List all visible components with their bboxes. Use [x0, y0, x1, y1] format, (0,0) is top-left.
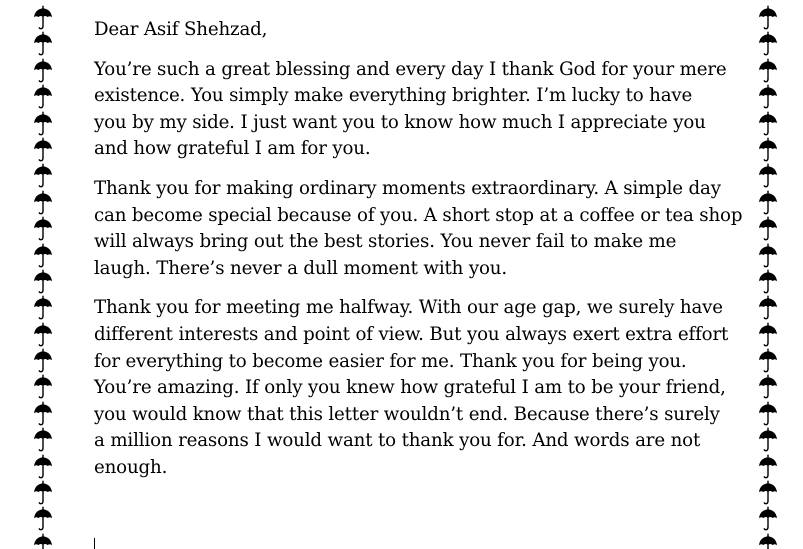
umbrella-icon: [31, 347, 55, 373]
letter-paragraph-2: [94, 176, 743, 282]
umbrella-icon: [31, 110, 55, 136]
umbrella-icon: [31, 479, 55, 505]
text-line: a million reasons I would want to thank you for. And words are not: [94, 430, 701, 452]
umbrella-icon: [756, 136, 780, 162]
umbrella-icon: [31, 83, 55, 109]
umbrella-icon: [756, 4, 780, 30]
letter-paragraph-1: [94, 57, 734, 163]
umbrella-icon: [31, 162, 55, 188]
umbrella-icon: [31, 268, 55, 294]
letter-body[interactable]: [94, 17, 743, 495]
umbrella-icon: [756, 321, 780, 347]
text-line: existence. You simply make everything brighter. I’m lucky to have: [94, 85, 693, 107]
umbrella-icon: [31, 30, 55, 56]
text-cursor: [94, 538, 95, 549]
umbrella-icon: [31, 373, 55, 399]
umbrella-icon: [756, 110, 780, 136]
umbrella-icon: [756, 242, 780, 268]
umbrella-icon: [756, 453, 780, 479]
umbrella-icon: [756, 215, 780, 241]
text-line: for everything to become easier for me. Thank you for being you.: [94, 350, 687, 372]
umbrella-icon: [31, 532, 55, 549]
umbrella-icon: [31, 321, 55, 347]
text-line: You’re such a great blessing and every day I thank God for your mere: [94, 58, 727, 80]
text-line: and how grateful I am for you.: [94, 138, 371, 160]
umbrella-icon: [31, 426, 55, 452]
umbrella-icon: [31, 294, 55, 320]
letter-paragraph-3: [94, 295, 734, 481]
umbrella-icon: [756, 83, 780, 109]
page-border-left: [31, 4, 55, 549]
letter-salutation: Dear Asif Shehzad,: [94, 19, 268, 40]
text-line: laugh. There’s never a dull moment with you.: [94, 257, 507, 279]
umbrella-icon: [31, 453, 55, 479]
text-line: different interests and point of view. But you always exert extra effort: [94, 323, 729, 345]
umbrella-icon: [756, 347, 780, 373]
umbrella-icon: [31, 4, 55, 30]
umbrella-icon: [756, 294, 780, 320]
text-line: you by my side. I just want you to know how much I appreciate you: [94, 111, 706, 133]
umbrella-icon: [756, 162, 780, 188]
page-border-right: [756, 4, 780, 549]
text-line: Thank you for making ordinary moments extraordinary. A simple day: [94, 177, 721, 199]
text-line: enough.: [94, 456, 168, 478]
text-line: can become special because of you. A short stop at a coffee or tea shop: [94, 204, 743, 226]
umbrella-icon: [31, 505, 55, 531]
umbrella-icon: [756, 189, 780, 215]
text-line: You’re amazing. If only you knew how grateful I am to be your friend,: [94, 377, 726, 399]
umbrella-icon: [756, 268, 780, 294]
umbrella-icon: [31, 215, 55, 241]
text-line: you would know that this letter wouldn’t end. Because there’s surely: [94, 403, 720, 425]
text-line: Thank you for meeting me halfway. With our age gap, we surely have: [94, 297, 723, 319]
umbrella-icon: [756, 426, 780, 452]
umbrella-icon: [756, 400, 780, 426]
umbrella-icon: [756, 532, 780, 549]
umbrella-icon: [31, 136, 55, 162]
umbrella-icon: [31, 57, 55, 83]
umbrella-icon: [756, 57, 780, 83]
umbrella-icon: [756, 479, 780, 505]
umbrella-icon: [756, 373, 780, 399]
umbrella-icon: [31, 400, 55, 426]
umbrella-icon: [31, 242, 55, 268]
text-line: will always bring out the best stories. You never fail to make me: [94, 231, 677, 253]
umbrella-icon: [31, 189, 55, 215]
umbrella-icon: [756, 505, 780, 531]
umbrella-icon: [756, 30, 780, 56]
